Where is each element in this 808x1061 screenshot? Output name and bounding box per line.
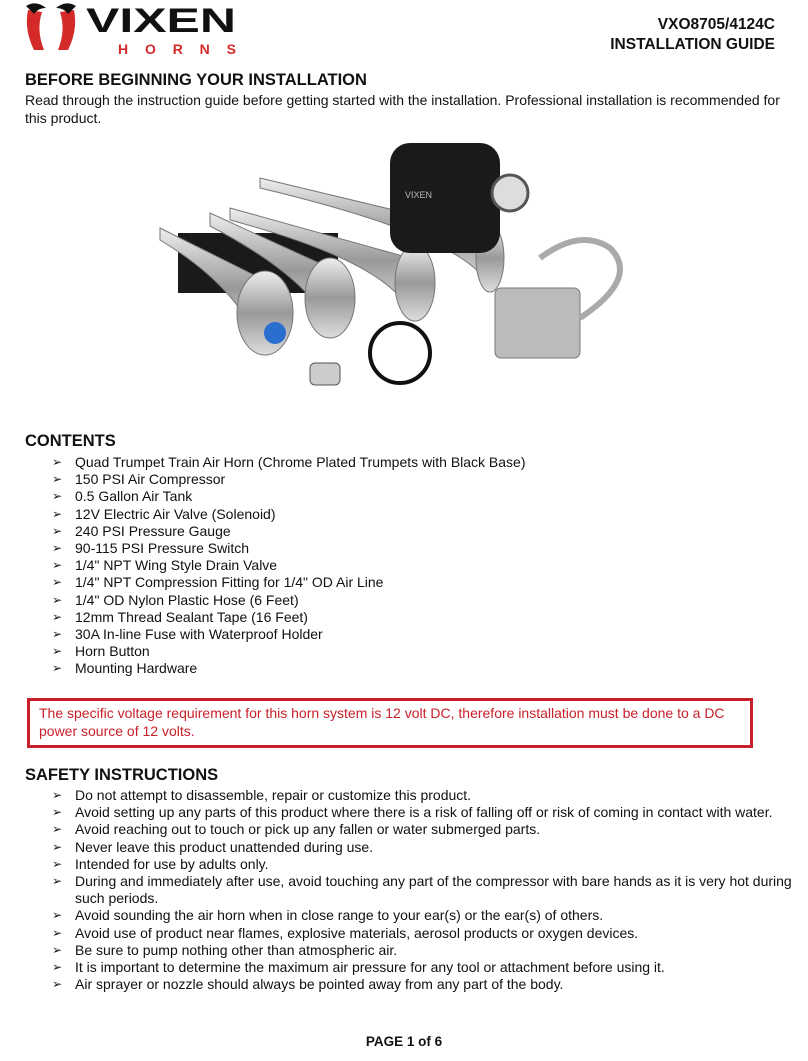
arrow-bullet-icon: ➢ <box>52 644 63 659</box>
arrow-bullet-icon: ➢ <box>52 925 63 940</box>
list-item-text: 1/4" NPT Compression Fitting for 1/4" OD Air Line <box>75 574 384 591</box>
arrow-bullet-icon: ➢ <box>52 575 63 590</box>
arrow-bullet-icon: ➢ <box>52 506 63 521</box>
list-item-text: 90-115 PSI Pressure Switch <box>75 540 250 557</box>
list-item-text: 240 PSI Pressure Gauge <box>75 522 231 539</box>
list-item <box>52 643 804 660</box>
list-item <box>52 873 804 907</box>
arrow-bullet-icon: ➢ <box>52 788 63 802</box>
safety-heading: SAFETY INSTRUCTIONS <box>25 766 219 784</box>
list-item <box>52 942 804 959</box>
list-item-text: Quad Trumpet Train Air Horn (Chrome Plated Trumpets with Black Base) <box>75 454 526 470</box>
list-item <box>52 471 804 488</box>
arrow-bullet-icon: ➢ <box>52 960 63 975</box>
list-item <box>52 609 804 626</box>
arrow-bullet-icon: ➢ <box>52 592 63 607</box>
voltage-warning-box: The specific voltage requirement for this horn system is 12 volt DC, therefore installation must be done to a DC power source of 12 volts. <box>27 698 753 748</box>
list-item-text: 12V Electric Air Valve (Solenoid) <box>75 505 276 522</box>
arrow-bullet-icon: ➢ <box>52 558 63 573</box>
list-item-text: Air sprayer or nozzle should always be pointed away from any part of the body. <box>75 976 564 993</box>
svg-text:VIXEN: VIXEN <box>86 2 236 40</box>
arrow-bullet-icon: ➢ <box>52 805 63 820</box>
list-item-text: Avoid reaching out to touch or pick up any fallen or water submerged parts. <box>75 821 541 838</box>
list-item-text: Mounting Hardware <box>75 660 198 677</box>
list-item-text: 30A In-line Fuse with Waterproof Holder <box>75 626 323 643</box>
list-item-text: 12mm Thread Sealant Tape (16 Feet) <box>75 608 308 625</box>
list-item <box>52 626 804 643</box>
safety-list <box>52 787 804 993</box>
list-item <box>52 787 804 804</box>
list-item-text: Intended for use by adults only. <box>75 855 269 872</box>
list-item-text: 1/4" NPT Wing Style Drain Valve <box>75 557 278 574</box>
list-item-text: Avoid use of product near flames, explosive materials, aerosol products or oxygen devices. <box>75 924 639 941</box>
intro-text: Read through the instruction guide before getting started with the installation. Professional installation is recommended for this product. <box>25 92 780 126</box>
list-item <box>52 523 804 540</box>
list-item <box>52 959 804 976</box>
arrow-bullet-icon: ➢ <box>52 472 63 487</box>
arrow-bullet-icon: ➢ <box>52 839 63 854</box>
list-item <box>52 821 804 838</box>
list-item <box>52 907 804 924</box>
arrow-bullet-icon: ➢ <box>52 455 63 469</box>
list-item <box>52 592 804 609</box>
page-number: PAGE 1 of 6 <box>365 1034 443 1049</box>
list-item <box>52 574 804 591</box>
list-item <box>52 488 804 505</box>
list-item-text: Avoid setting up any parts of this product where there is a risk of falling off or risk of coming in contact with water. <box>75 804 773 821</box>
document-title: INSTALLATION GUIDE <box>610 36 775 53</box>
arrow-bullet-icon: ➢ <box>52 609 63 624</box>
list-item <box>52 557 804 574</box>
list-item-text: During and immediately after use, avoid touching any part of the compressor with bare hands as it is very hot during such periods. <box>75 873 792 907</box>
arrow-bullet-icon: ➢ <box>52 661 63 676</box>
model-number: VXO8705/4124C <box>657 16 775 33</box>
vixen-horns-logo <box>22 0 242 58</box>
list-item <box>52 454 804 471</box>
list-item <box>52 540 804 557</box>
arrow-bullet-icon: ➢ <box>52 908 63 923</box>
list-item-text: 0.5 Gallon Air Tank <box>75 488 193 505</box>
list-item <box>52 839 804 856</box>
arrow-bullet-icon: ➢ <box>52 822 63 837</box>
arrow-bullet-icon: ➢ <box>52 856 63 871</box>
arrow-bullet-icon: ➢ <box>52 942 63 957</box>
list-item-text: 150 PSI Air Compressor <box>75 471 226 488</box>
list-item-text: Be sure to pump nothing other than atmospheric air. <box>75 941 398 958</box>
arrow-bullet-icon: ➢ <box>52 541 63 556</box>
arrow-bullet-icon: ➢ <box>52 627 63 642</box>
list-item-text: Horn Button <box>75 643 150 660</box>
list-item-text: Avoid sounding the air horn when in close range to your ear(s) or the ear(s) of others. <box>75 907 604 924</box>
list-item-text: It is important to determine the maximum air pressure for any tool or attachment before using it. <box>75 959 665 976</box>
list-item <box>52 804 804 821</box>
list-item-text: Never leave this product unattended during use. <box>75 838 374 855</box>
list-item <box>52 925 804 942</box>
tank-label: VIXEN <box>405 190 433 200</box>
intro-heading: BEFORE BEGINNING YOUR INSTALLATION <box>25 71 367 89</box>
list-item <box>52 506 804 523</box>
contents-heading: CONTENTS <box>25 432 116 450</box>
arrow-bullet-icon: ➢ <box>52 874 63 889</box>
list-item <box>52 976 804 993</box>
list-item-text: 1/4" OD Nylon Plastic Hose (6 Feet) <box>75 591 299 608</box>
list-item <box>52 660 804 677</box>
document-header <box>610 15 775 55</box>
arrow-bullet-icon: ➢ <box>52 977 63 992</box>
product-image <box>140 138 660 423</box>
svg-text:HORNS: HORNS <box>118 41 236 57</box>
arrow-bullet-icon: ➢ <box>52 523 63 538</box>
list-item <box>52 856 804 873</box>
arrow-bullet-icon: ➢ <box>52 489 63 504</box>
contents-list <box>52 454 804 678</box>
list-item-text: Do not attempt to disassemble, repair or customize this product. <box>75 787 472 803</box>
